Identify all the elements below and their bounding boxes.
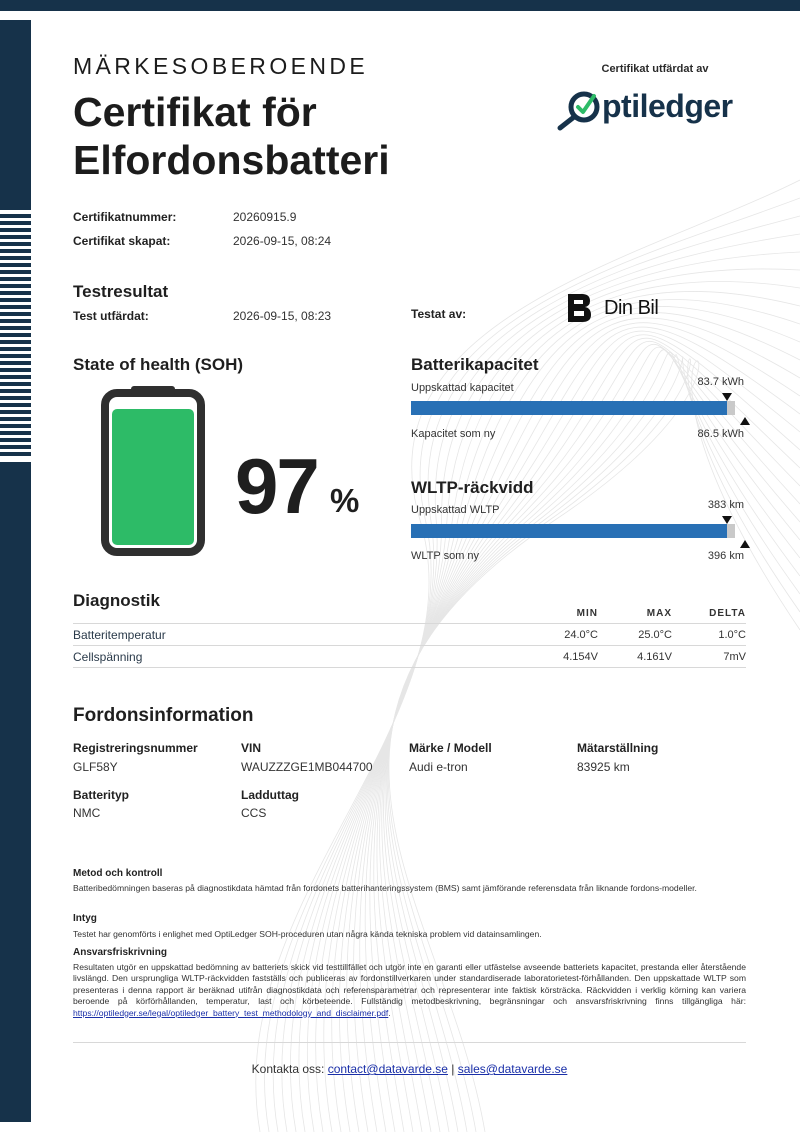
diagnostics-row-max: 25.0°C	[638, 629, 672, 641]
capacity-bar	[411, 401, 727, 415]
vehicle-field-value: Audi e-tron	[409, 760, 468, 774]
vehicle-field-label: Ladduttag	[241, 788, 299, 802]
battery-fill-level	[112, 409, 194, 545]
battery-icon	[97, 386, 209, 558]
capacity-heading: Batterikapacitet	[411, 355, 539, 374]
wltp-heading: WLTP-räckvidd	[411, 478, 534, 497]
diagnostics-divider	[73, 623, 746, 624]
vehicle-field-value: GLF58Y	[73, 760, 118, 774]
wltp-new-marker	[740, 540, 750, 548]
wltp-estimated-value: 383 km	[707, 499, 744, 511]
side-accent-bar-top	[0, 20, 31, 210]
methodology-link[interactable]: https://optiledger.se/legal/optiledger_battery_test_methodology_and_disclaimer.pdf	[73, 1007, 389, 1018]
side-accent-stripes	[0, 214, 31, 458]
optiledger-logo	[556, 84, 756, 132]
top-accent-bar	[0, 0, 800, 11]
method-heading: Metod och kontroll	[73, 868, 163, 879]
assurance-heading: Intyg	[73, 913, 97, 924]
diagnostics-row-delta: 7mV	[723, 651, 746, 663]
disclaimer-end: .	[388, 1007, 391, 1018]
vehicle-field-label: VIN	[241, 741, 262, 755]
diagnostics-col-max: MAX	[646, 608, 672, 619]
capacity-new-label: Kapacitet som ny	[411, 428, 496, 440]
sales-email-link[interactable]: sales@datavarde.se	[457, 1062, 568, 1076]
logo-wordmark: ptiledger	[602, 88, 733, 124]
capacity-estimated-value: 83.7 kWh	[697, 376, 744, 388]
diagnostics-row-min: 4.154V	[563, 651, 598, 663]
disclaimer-body: Resultaten utgör en uppskattad bedömning av batteriets skick vid testtillfället och utgör inte en garanti eller utfästelse avseende batteriets kapacitet, prestanda eller återstående livslängd. Den ursprungliga WLTP-räckvidden fastställs och publiceras av fordonstillverkaren under standardiserade laboratorietest-förhållanden. Den uppskattade WLTP som presenteras i denna rapport är beräknad utifrån diagnostikdata och referensparametrar och representerar inte faktisk körsträcka. Räckvidden i verklig körning kan variera beroende på körförhållanden, temperatur, last och körbeteende. Fullständig metodbeskrivning, begränsningar och ansvarsfriskrivning finns tillgängliga här:	[73, 962, 746, 1007]
diagnostics-row-min: 24.0°C	[564, 629, 598, 641]
vehicle-field-value: NMC	[73, 806, 101, 820]
capacity-estimated-label: Uppskattad kapacitet	[411, 382, 514, 394]
document-title	[73, 88, 390, 184]
certificate-created-label: Certifikat skapat:	[73, 234, 171, 248]
vehicle-field-label: Mätarställning	[577, 741, 659, 755]
din-bil-b-icon	[566, 292, 594, 324]
capacity-new-value: 86.5 kWh	[697, 428, 744, 440]
wltp-new-value: 396 km	[707, 550, 744, 562]
diagnostics-heading: Diagnostik	[73, 591, 160, 610]
footer-divider	[73, 1042, 746, 1043]
diagnostics-row-max: 4.161V	[637, 651, 672, 663]
soh-value: 97	[235, 442, 318, 530]
soh-unit: %	[330, 482, 360, 519]
certificate-number-value: 20260915.9	[233, 210, 297, 224]
disclaimer-heading: Ansvarsfriskrivning	[73, 947, 167, 958]
wltp-new-label: WLTP som ny	[411, 550, 480, 562]
capacity-estimated-marker	[722, 393, 732, 401]
capacity-new-marker	[740, 417, 750, 425]
assurance-text: Testet har genomförts i enlighet med OptiLedger SOH-proceduren utan några kända tekniska problem vid datainsamlingen.	[73, 929, 542, 939]
certificate-number-label: Certifikatnummer:	[73, 210, 177, 224]
method-text: Batteribedömningen baseras på diagnostikdata hämtad från fordonets batterihanteringssystem (BMS) samt jämförande referensdata från liknande fordons-modeller.	[73, 883, 697, 893]
title-line-1: Certifikat för	[73, 89, 317, 135]
diagnostics-divider	[73, 667, 746, 668]
side-accent-bar-bottom	[0, 462, 31, 1122]
din-bil-logo	[566, 292, 676, 324]
vehicle-field-value: 83925 km	[577, 760, 630, 774]
vehicle-field-value: CCS	[241, 806, 267, 820]
test-issued-value: 2026-09-15, 08:23	[233, 309, 332, 323]
test-result-heading: Testresultat	[73, 282, 169, 301]
wltp-estimated-label: Uppskattad WLTP	[411, 504, 500, 516]
test-issued-label: Test utfärdat:	[73, 309, 149, 323]
document-kicker: MÄRKESOBEROENDE	[73, 53, 369, 79]
wltp-bar-remainder	[727, 524, 735, 538]
diagnostics-row-name: Cellspänning	[73, 650, 143, 664]
soh-heading: State of health (SOH)	[73, 355, 244, 374]
vehicle-field-value: WAUZZZGE1MB044700	[241, 760, 373, 774]
diagnostics-row-name: Batteritemperatur	[73, 628, 166, 642]
din-bil-wordmark: Din Bil	[604, 297, 659, 319]
vehicle-field-label: Märke / Modell	[409, 741, 492, 755]
wltp-estimated-marker	[722, 516, 732, 524]
capacity-bar-remainder	[727, 401, 735, 415]
contact-line	[73, 1062, 746, 1076]
vehicle-field-label: Registreringsnummer	[73, 741, 198, 755]
wltp-bar	[411, 524, 727, 538]
disclaimer-text	[73, 962, 746, 1019]
contact-separator: |	[447, 1062, 458, 1076]
contact-label: Kontakta oss:	[251, 1062, 328, 1076]
diagnostics-col-delta: DELTA	[709, 608, 746, 619]
diagnostics-row-delta: 1.0°C	[718, 629, 746, 641]
vehicle-field-label: Batterityp	[73, 788, 130, 802]
diagnostics-col-min: MIN	[576, 608, 598, 619]
certificate-created-value: 2026-09-15, 08:24	[233, 234, 332, 248]
diagnostics-divider	[73, 645, 746, 646]
vehicle-heading: Fordonsinformation	[73, 705, 254, 726]
issued-by-label: Certifikat utfärdat av	[601, 63, 709, 75]
tested-by-label: Testat av:	[411, 307, 467, 321]
title-line-2: Elfordonsbatteri	[73, 137, 390, 183]
contact-email-link[interactable]: contact@datavarde.se	[327, 1062, 448, 1076]
